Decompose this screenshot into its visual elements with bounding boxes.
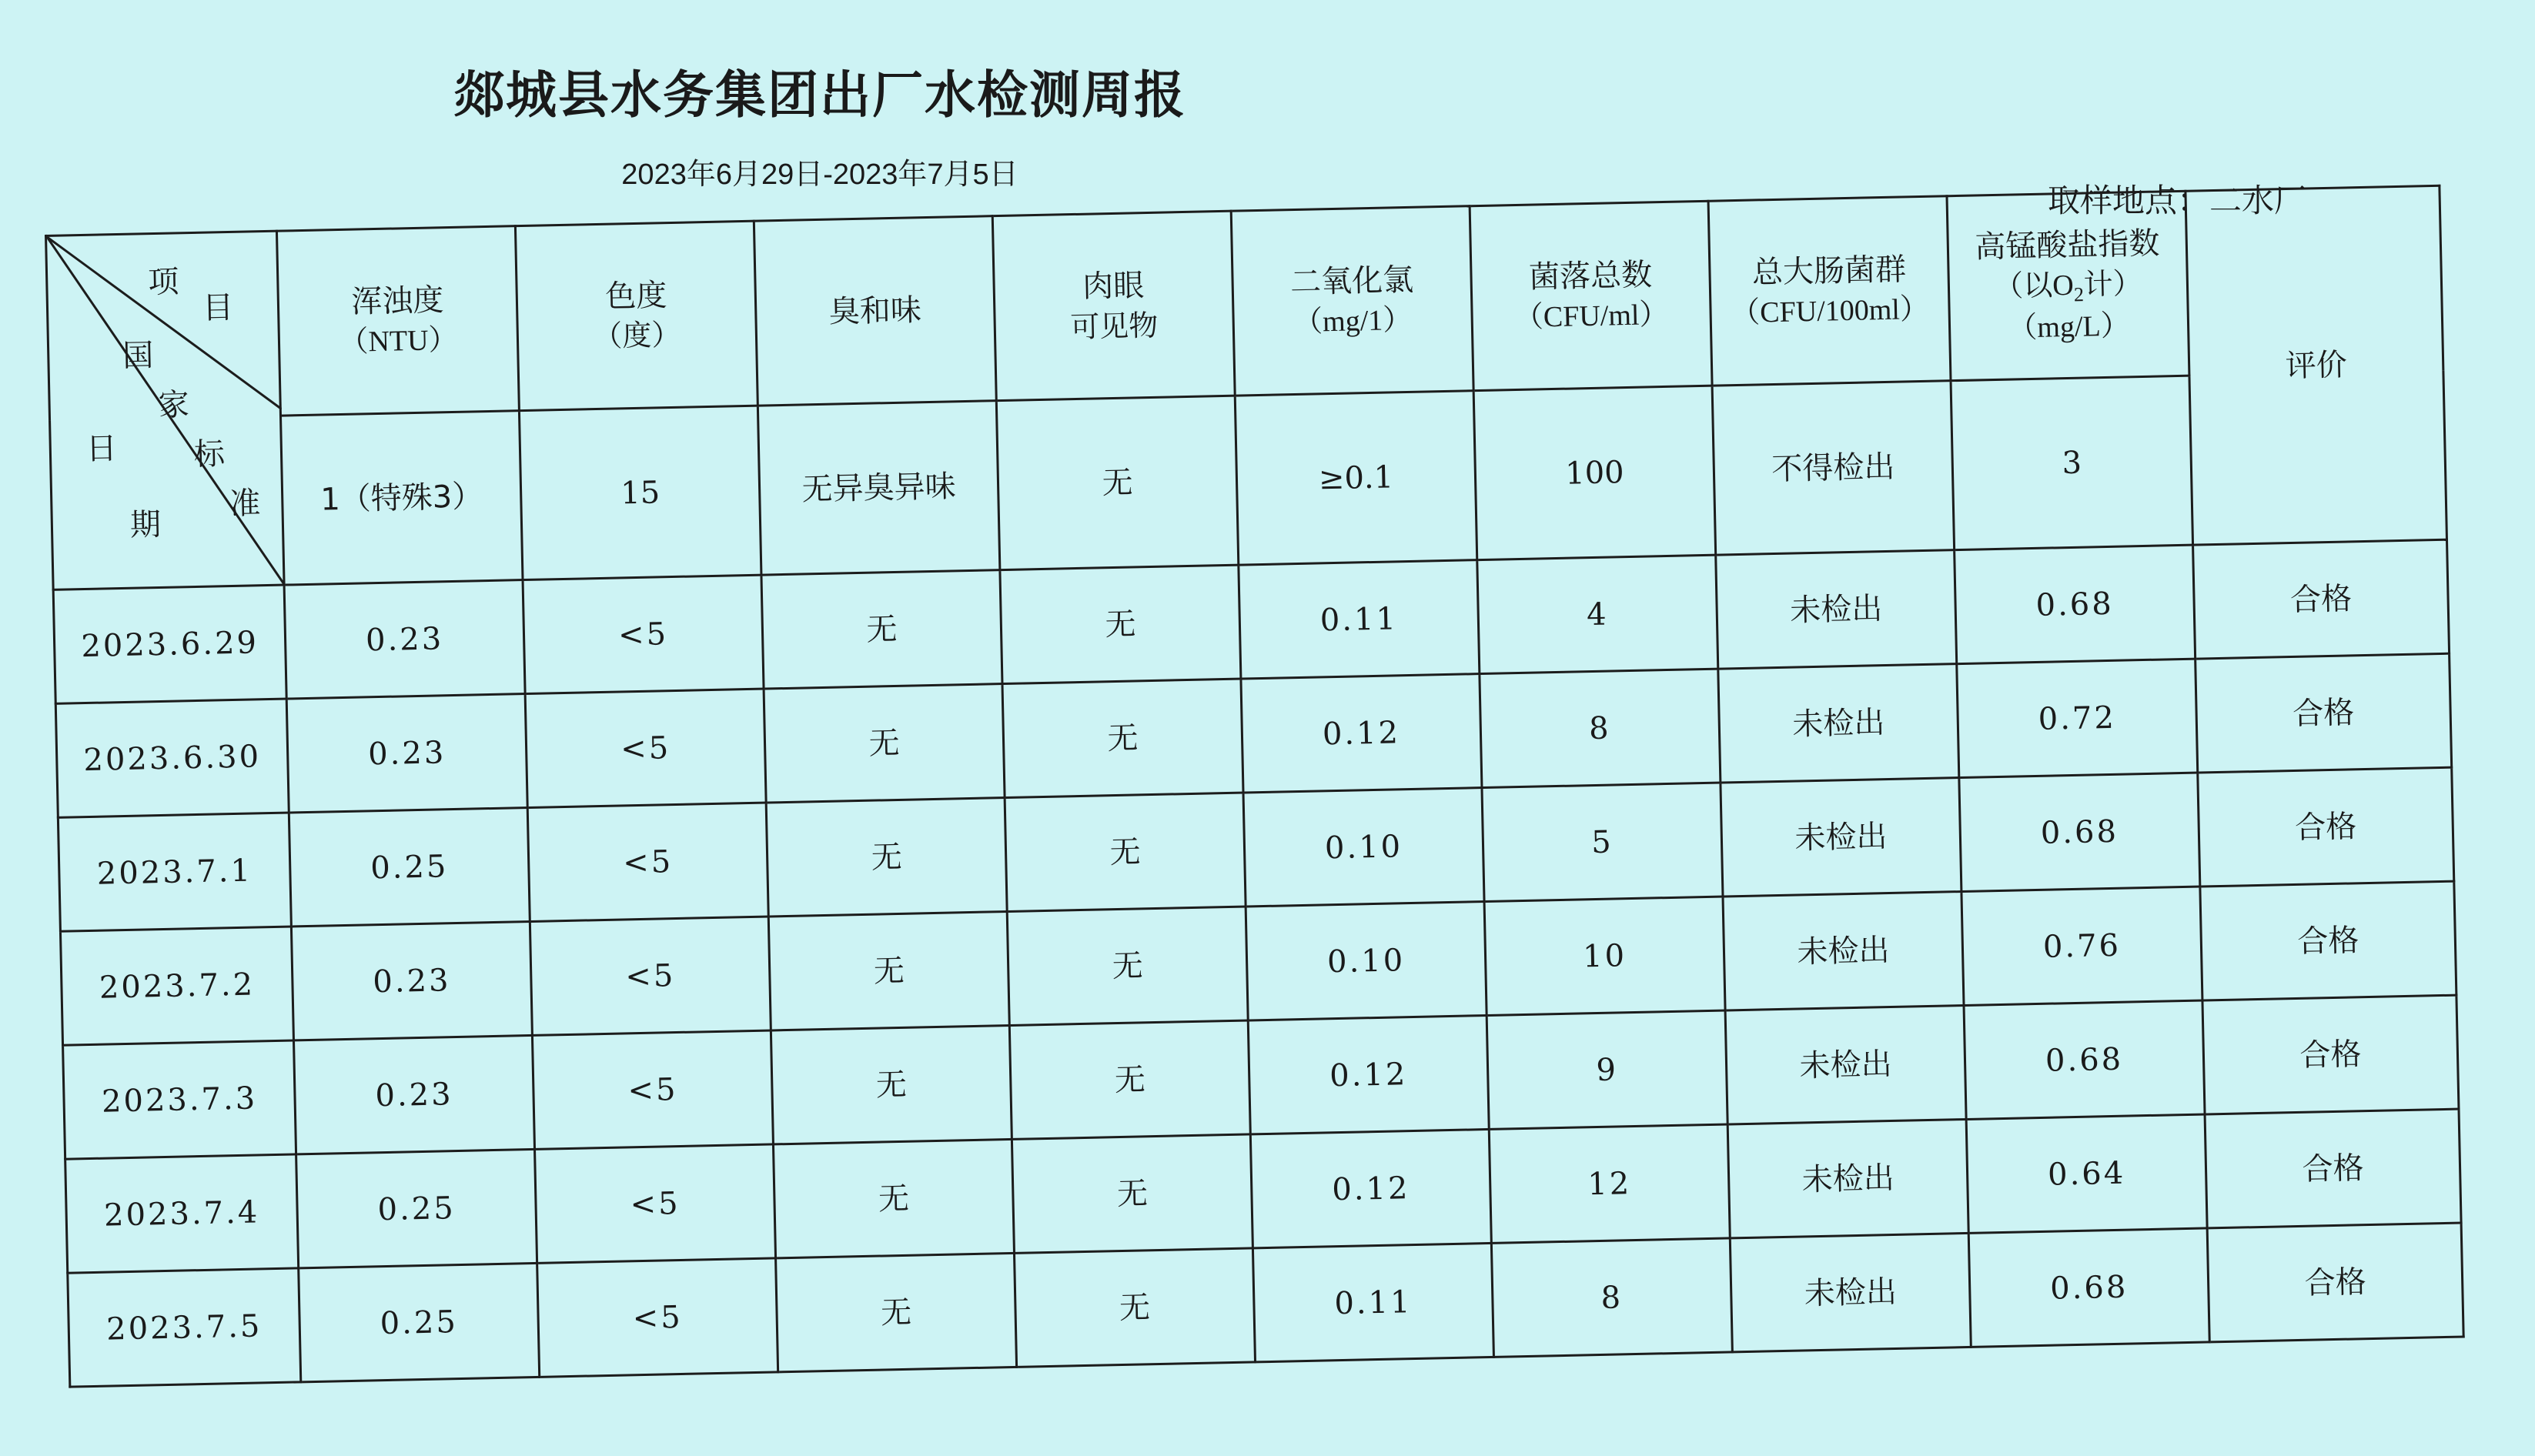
row-value: 0.10	[1246, 902, 1487, 1020]
row-evaluation: 合格	[2198, 767, 2454, 887]
row-date: 2023.6.29	[53, 585, 286, 703]
corner-date-char-1: 日	[85, 431, 118, 467]
row-value: 无	[776, 1253, 1017, 1371]
row-value: 无	[768, 912, 1009, 1030]
std-colony-count: 100	[1473, 386, 1716, 559]
row-value: 0.23	[284, 580, 525, 699]
std-odor: 无异臭异味	[757, 401, 1000, 575]
col-header-color: 色度 （度）	[515, 221, 757, 410]
row-value: 0.23	[291, 921, 532, 1040]
row-value: 无	[1009, 1020, 1250, 1139]
row-value: 未检出	[1716, 550, 1957, 669]
row-value: 0.64	[1966, 1114, 2207, 1233]
row-value: 0.68	[1955, 545, 2196, 663]
row-value: 无	[773, 1139, 1014, 1257]
col-header-odor: 臭和味	[754, 216, 996, 406]
row-value: 0.12	[1248, 1015, 1489, 1134]
row-value: 10	[1484, 897, 1725, 1015]
row-date: 2023.7.5	[68, 1268, 301, 1387]
row-value: 无	[1002, 679, 1243, 797]
row-value: 未检出	[1721, 778, 1961, 897]
row-evaluation: 合格	[2207, 1223, 2463, 1342]
row-value: 未检出	[1718, 664, 1959, 783]
row-value: 0.68	[1959, 773, 2200, 891]
corner-item-char-1: 项	[147, 264, 179, 301]
row-value: 5	[1482, 783, 1723, 901]
row-value: 0.11	[1252, 1243, 1493, 1361]
row-value: 4	[1477, 555, 1718, 673]
row-evaluation: 合格	[2196, 653, 2452, 773]
row-value: 无	[1012, 1134, 1252, 1253]
report-title: 郯城县水务集团出厂水检测周报	[453, 65, 1186, 125]
col-header-colony-count: 菌落总数 （CFU/ml）	[1470, 201, 1712, 390]
row-date: 2023.6.30	[55, 699, 289, 817]
row-value: 无	[764, 684, 1005, 803]
row-value: 无	[1007, 907, 1248, 1025]
row-value: <5	[535, 1144, 776, 1263]
row-value: 9	[1487, 1010, 1727, 1129]
report-sheet	[45, 185, 2456, 1431]
col-header-visible: 肉眼 可见物	[992, 211, 1235, 400]
row-value: <5	[530, 917, 771, 1035]
row-evaluation: 合格	[2205, 1109, 2461, 1228]
row-value: 无	[771, 1025, 1012, 1144]
row-evaluation: 合格	[2202, 995, 2459, 1114]
row-value: 0.25	[289, 808, 530, 927]
row-value: 未检出	[1723, 892, 1964, 1010]
row-value: 0.25	[296, 1149, 537, 1267]
row-date: 2023.7.1	[58, 813, 291, 931]
std-permanganate: 3	[1951, 376, 2193, 549]
row-evaluation: 合格	[2193, 539, 2450, 659]
row-value: 0.12	[1241, 674, 1482, 793]
row-value: 0.68	[1964, 1000, 2205, 1119]
row-value: 无	[761, 570, 1002, 689]
col-header-evaluation: 评价	[2186, 185, 2447, 545]
row-value: <5	[537, 1258, 778, 1377]
row-value: 未检出	[1727, 1119, 1968, 1237]
corner-cell	[46, 231, 285, 589]
water-quality-table	[45, 185, 2465, 1388]
row-value: 8	[1491, 1238, 1732, 1357]
row-value: 0.23	[293, 1035, 534, 1154]
row-value: 未检出	[1725, 1006, 1966, 1124]
col-header-permanganate: 高锰酸盐指数 （以$O_2$计） （mg/L）	[1947, 191, 2189, 380]
corner-standard-char-1: 国	[122, 338, 154, 374]
corner-date-char-2: 期	[129, 506, 162, 543]
row-value: 未检出	[1730, 1233, 1971, 1351]
row-value: <5	[527, 803, 768, 921]
row-value: 0.10	[1243, 788, 1484, 907]
sampling-location: 取样地点：二水厂	[2048, 182, 2307, 219]
row-value: 无	[1005, 793, 1246, 911]
row-value: 0.25	[299, 1263, 540, 1381]
row-value: <5	[523, 575, 764, 693]
row-date: 2023.7.2	[60, 927, 293, 1045]
col-header-coliform: 总大肠菌群 （CFU/100ml）	[1708, 196, 1951, 386]
std-chlorine-dioxide: ≥0.1	[1235, 391, 1477, 565]
std-color: 15	[519, 406, 761, 579]
std-visible: 无	[996, 396, 1239, 569]
row-value: 12	[1489, 1124, 1730, 1243]
col-header-turbidity: 浑浊度 （NTU）	[276, 226, 519, 416]
row-value: 无	[1000, 565, 1241, 683]
row-value: 0.68	[1968, 1228, 2209, 1347]
row-value: 无	[1014, 1248, 1255, 1367]
corner-standard-char-4: 准	[229, 486, 261, 523]
row-date: 2023.7.3	[63, 1040, 296, 1159]
row-value: <5	[525, 689, 766, 807]
row-value: 无	[766, 798, 1007, 917]
corner-standard-char-2: 家	[158, 387, 190, 423]
row-value: <5	[532, 1030, 773, 1149]
row-value: 8	[1480, 669, 1721, 787]
col-header-chlorine-dioxide: 二氧化氯 （mg/1）	[1231, 206, 1473, 396]
report-date-range: 2023年6月29日-2023年7月5日	[621, 159, 1018, 191]
std-coliform: 不得检出	[1712, 381, 1955, 555]
row-evaluation: 合格	[2200, 881, 2456, 1000]
std-turbidity: 1（特殊3）	[280, 411, 523, 585]
row-date: 2023.7.4	[65, 1154, 299, 1273]
corner-item-char-2: 目	[202, 289, 234, 326]
row-value: 0.76	[1961, 887, 2202, 1005]
row-value: 0.23	[286, 694, 527, 813]
row-value: 0.72	[1957, 659, 2198, 777]
row-value: 0.11	[1239, 560, 1480, 679]
corner-standard-char-3: 标	[193, 436, 226, 473]
row-value: 0.12	[1250, 1129, 1491, 1247]
